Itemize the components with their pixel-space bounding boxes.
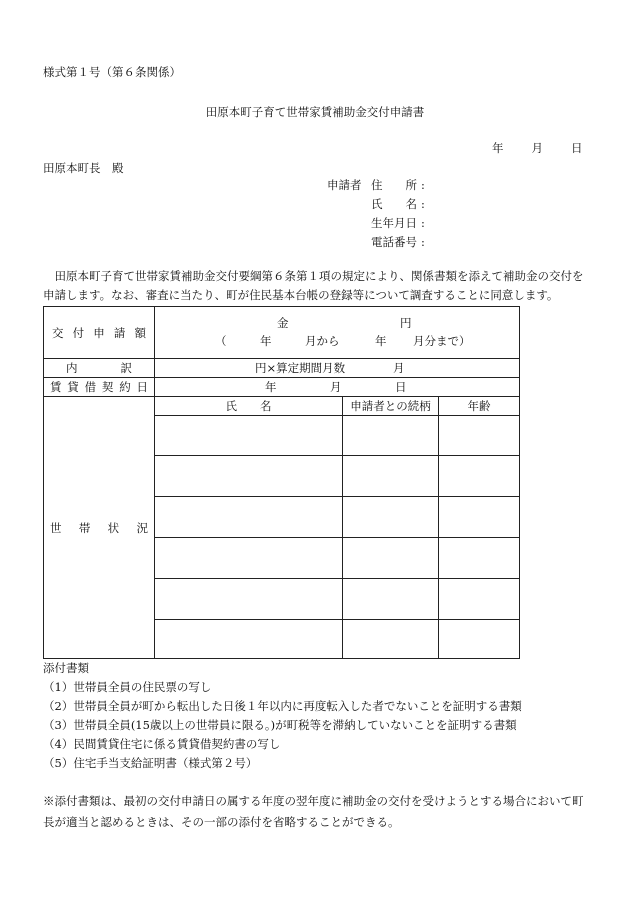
applicant-heading: 申請者 [327, 178, 362, 192]
period-month-to: 月分まで） [413, 333, 471, 348]
date-line [492, 140, 583, 156]
amount-label-char: 申 [93, 325, 105, 340]
contract-label-char: 契 [101, 380, 114, 394]
page-title: 田原本町子育て世帯家賃補助金交付申請書 [205, 105, 425, 119]
household-relation-cell[interactable] [343, 456, 439, 497]
household-age-cell[interactable] [439, 579, 520, 620]
contract-label-char: 借 [84, 380, 97, 394]
amount-yen: 円 [400, 315, 412, 330]
household-relation-cell[interactable] [343, 497, 439, 538]
attachments-section [43, 659, 522, 773]
attachment-note: ※添付書類は、最初の交付申請日の属する年度の翌年度に補助金の交付を受けようとする場合において町長が適当と認めるときは、その一部の添付を省略することができる。 [43, 794, 584, 829]
date-year: 年 [492, 141, 504, 155]
household-header-row [44, 397, 520, 416]
household-name-cell[interactable] [155, 538, 343, 579]
applicant-phone-value: : [421, 235, 425, 249]
household-header-age: 年齢 [439, 397, 520, 416]
household-age-cell[interactable] [439, 620, 520, 659]
applicant-birthdate-label: 生年月日 [371, 216, 417, 230]
date-month: 月 [531, 141, 543, 155]
period-month-from: 月から [305, 333, 340, 348]
household-relation-cell[interactable] [343, 416, 439, 456]
household-relation-cell[interactable] [343, 620, 439, 659]
amount-kin: 金 [277, 315, 289, 330]
household-age-cell[interactable] [439, 456, 520, 497]
breakdown-month: 月 [393, 360, 405, 375]
contract-day: 日 [395, 379, 407, 394]
date-day: 日 [571, 141, 583, 155]
contract-label-char: 貸 [67, 380, 79, 394]
applicant-address-label: 住 所 [371, 178, 417, 192]
amount-label-char: 額 [134, 325, 146, 340]
attachment-item: （5）住宅手当支給証明書（様式第２号） [43, 756, 258, 770]
amount-label-char: 請 [113, 325, 126, 340]
applicant-address-value: : [421, 178, 425, 192]
contract-label-char: 約 [119, 380, 131, 394]
contract-label-char: 賃 [50, 380, 62, 394]
breakdown-row [44, 359, 520, 378]
period-year-to: 年 [375, 333, 387, 348]
amount-value-cell[interactable] [155, 307, 520, 359]
household-name-cell[interactable] [155, 579, 343, 620]
household-name-cell[interactable] [155, 416, 343, 456]
attachment-item: （4）民間賃貸住宅に係る賃貸借契約書の写し [43, 737, 281, 751]
breakdown-label-char: 訳 [120, 361, 132, 375]
household-header-name: 氏 名 [155, 397, 343, 416]
household-label-char: 帯 [78, 520, 91, 535]
attachment-item: （2）世帯員全員が町から転出した日後１年以内に再度転入した者でないことを証明する書類 [43, 699, 522, 713]
contract-date-value-cell[interactable] [155, 378, 520, 397]
contract-date-label [44, 378, 155, 397]
amount-row [44, 307, 520, 359]
amount-label-char: 交 [52, 325, 64, 340]
household-age-cell[interactable] [439, 538, 520, 579]
form-number: 様式第１号（第６条関係） [43, 65, 181, 79]
household-label [44, 397, 155, 659]
household-name-cell[interactable] [155, 456, 343, 497]
amount-label [44, 307, 155, 359]
household-label-char: 況 [136, 520, 148, 535]
household-name-cell[interactable] [155, 497, 343, 538]
household-age-cell[interactable] [439, 416, 520, 456]
household-relation-cell[interactable] [343, 538, 439, 579]
application-table [43, 306, 520, 659]
attachment-item: （1）世帯員全員の住民票の写し [43, 680, 212, 694]
amount-label-char: 付 [72, 325, 85, 340]
household-header-relation: 申請者との続柄 [343, 397, 439, 416]
household-relation-cell[interactable] [343, 579, 439, 620]
addressee: 田原本町長 殿 [43, 161, 124, 175]
period-year-from: 年 [260, 333, 272, 348]
application-statement: 田原本町子育て世帯家賃補助金交付要綱第６条第１項の規定により、関係書類を添えて補助金の交付を申請します。なお、審査に当たり、町が住民基本台帳の登録等について調査することに同意します。 [43, 269, 584, 302]
contract-year: 年 [265, 379, 277, 394]
contract-date-row [44, 378, 520, 397]
household-age-cell[interactable] [439, 497, 520, 538]
household-label-char: 世 [50, 520, 62, 535]
applicant-name-label: 氏 名 [371, 197, 417, 211]
contract-month: 月 [330, 379, 342, 394]
attachments-heading: 添付書類 [43, 661, 89, 675]
breakdown-label [44, 359, 155, 378]
breakdown-yen: 円×算定期間月数 [255, 360, 346, 375]
contract-label-char: 日 [136, 380, 148, 394]
applicant-phone-label: 電話番号 [371, 235, 417, 249]
breakdown-label-char: 内 [66, 361, 78, 375]
attachment-item: （3）世帯員全員(15歳以上の世帯員に限る。)が町税等を滞納していないことを証明する書類 [43, 718, 517, 732]
applicant-block [327, 176, 425, 252]
period-open: （ [215, 333, 227, 348]
applicant-name-value: : [421, 197, 425, 211]
applicant-birthdate-value: : [421, 216, 425, 230]
household-name-cell[interactable] [155, 620, 343, 659]
breakdown-value-cell[interactable] [155, 359, 520, 378]
household-label-char: 状 [107, 520, 120, 535]
